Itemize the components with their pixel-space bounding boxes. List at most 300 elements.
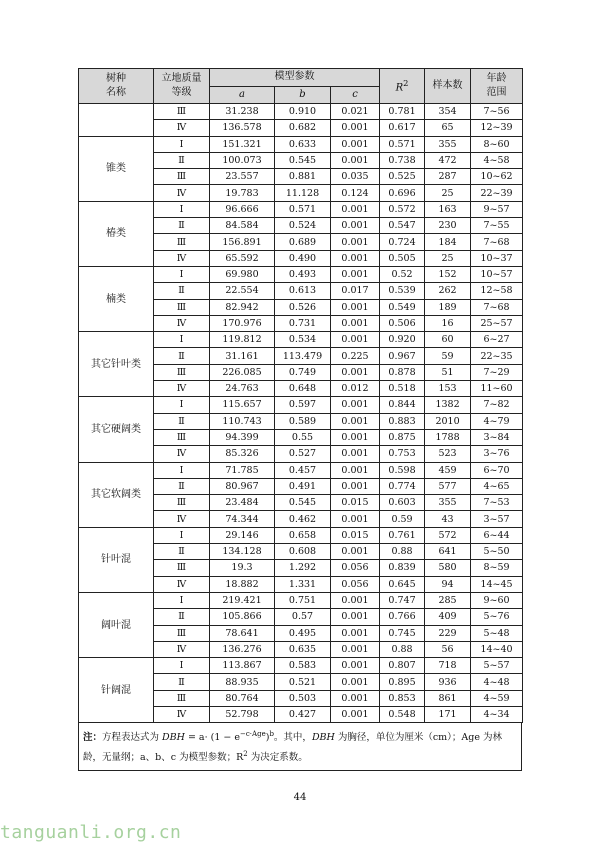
samples-cell: 577 — [425, 478, 471, 494]
r2-cell: 0.696 — [380, 185, 425, 201]
param-a-cell: 78.641 — [210, 625, 275, 641]
param-c-cell: 0.001 — [331, 429, 380, 445]
species-name-cell: 锥类 — [79, 136, 154, 201]
note-r2-sup: 2 — [243, 750, 248, 759]
grade-cell: Ⅲ — [154, 560, 210, 576]
param-c-cell: 0.225 — [331, 348, 380, 364]
grade-cell: Ⅲ — [154, 625, 210, 641]
param-a-cell: 23.484 — [210, 495, 275, 511]
param-a-cell: 110.743 — [210, 413, 275, 429]
param-a-cell: 219.421 — [210, 592, 275, 608]
r2-cell: 0.781 — [380, 104, 425, 120]
samples-cell: 16 — [425, 315, 471, 331]
grade-cell: Ⅲ — [154, 299, 210, 315]
param-b-cell: 0.495 — [275, 625, 331, 641]
param-b-cell: 0.427 — [275, 706, 331, 722]
age-range-cell: 7~55 — [471, 218, 523, 234]
param-c-cell: 0.001 — [331, 625, 380, 641]
grade-cell: Ⅰ — [154, 462, 210, 478]
r2-cell: 0.895 — [380, 674, 425, 690]
samples-cell: 472 — [425, 152, 471, 168]
param-c-cell: 0.001 — [331, 690, 380, 706]
param-a-cell: 82.942 — [210, 299, 275, 315]
param-b-cell: 0.457 — [275, 462, 331, 478]
param-b-cell: 11.128 — [275, 185, 331, 201]
table-row — [79, 397, 523, 413]
age-range-cell: 10~57 — [471, 266, 523, 282]
param-a-cell: 19.783 — [210, 185, 275, 201]
param-b-cell: 0.608 — [275, 544, 331, 560]
species-name-cell: 阔叶混 — [79, 592, 154, 657]
age-range-cell: 12~39 — [471, 120, 523, 136]
r2-cell: 0.88 — [380, 544, 425, 560]
age-range-cell: 3~57 — [471, 511, 523, 527]
param-c-cell: 0.001 — [331, 706, 380, 722]
param-b-cell: 0.633 — [275, 136, 331, 152]
page-number: 44 — [293, 792, 307, 803]
note-exponent: −c·Age — [240, 730, 266, 739]
param-c-cell: 0.015 — [331, 495, 380, 511]
grade-cell: Ⅰ — [154, 136, 210, 152]
table-row — [79, 266, 523, 282]
note-text-4: 。其中， — [273, 732, 312, 744]
grade-cell: Ⅱ — [154, 152, 210, 168]
header-grade — [154, 69, 210, 104]
note-text-2: = a· (1 − e — [184, 732, 241, 744]
param-c-cell: 0.001 — [331, 152, 380, 168]
r2-cell: 0.753 — [380, 446, 425, 462]
grade-cell: Ⅳ — [154, 120, 210, 136]
grade-cell: Ⅱ — [154, 348, 210, 364]
age-range-cell: 9~57 — [471, 201, 523, 217]
samples-cell: 354 — [425, 104, 471, 120]
header-c: c — [331, 86, 380, 103]
r2-cell: 0.506 — [380, 315, 425, 331]
age-range-cell: 5~76 — [471, 609, 523, 625]
table-row — [79, 592, 523, 608]
age-range-cell: 5~48 — [471, 625, 523, 641]
grade-cell: Ⅰ — [154, 332, 210, 348]
r2-cell: 0.745 — [380, 625, 425, 641]
param-b-cell: 0.462 — [275, 511, 331, 527]
param-c-cell: 0.012 — [331, 381, 380, 397]
age-range-cell: 10~37 — [471, 250, 523, 266]
age-range-cell: 5~50 — [471, 544, 523, 560]
samples-cell: 355 — [425, 495, 471, 511]
param-b-cell: 0.689 — [275, 234, 331, 250]
samples-cell: 523 — [425, 446, 471, 462]
param-a-cell: 136.276 — [210, 641, 275, 657]
samples-cell: 25 — [425, 250, 471, 266]
header-r2-sup: 2 — [403, 78, 409, 89]
param-b-cell: 0.881 — [275, 169, 331, 185]
param-c-cell: 0.056 — [331, 576, 380, 592]
param-c-cell: 0.015 — [331, 527, 380, 543]
param-a-cell: 151.321 — [210, 136, 275, 152]
param-b-cell: 0.597 — [275, 397, 331, 413]
age-range-cell: 8~59 — [471, 560, 523, 576]
note-exp-b: b — [269, 730, 274, 739]
param-b-cell: 0.491 — [275, 478, 331, 494]
grade-cell: Ⅳ — [154, 641, 210, 657]
age-range-cell: 7~29 — [471, 364, 523, 380]
grade-cell: Ⅲ — [154, 364, 210, 380]
table-note — [78, 723, 522, 770]
r2-cell: 0.505 — [380, 250, 425, 266]
samples-cell: 229 — [425, 625, 471, 641]
param-c-cell: 0.021 — [331, 104, 380, 120]
r2-cell: 0.518 — [380, 381, 425, 397]
age-range-cell: 4~58 — [471, 152, 523, 168]
param-a-cell: 100.073 — [210, 152, 275, 168]
param-c-cell: 0.001 — [331, 658, 380, 674]
r2-cell: 0.761 — [380, 527, 425, 543]
param-c-cell: 0.001 — [331, 609, 380, 625]
samples-cell: 230 — [425, 218, 471, 234]
param-a-cell: 65.592 — [210, 250, 275, 266]
grade-cell: Ⅱ — [154, 478, 210, 494]
samples-cell: 641 — [425, 544, 471, 560]
param-a-cell: 69.980 — [210, 266, 275, 282]
grade-cell: Ⅳ — [154, 511, 210, 527]
table-row — [79, 658, 523, 674]
samples-cell: 287 — [425, 169, 471, 185]
param-a-cell: 94.399 — [210, 429, 275, 445]
param-a-cell: 31.238 — [210, 104, 275, 120]
samples-cell: 409 — [425, 609, 471, 625]
r2-cell: 0.883 — [380, 413, 425, 429]
param-a-cell: 170.976 — [210, 315, 275, 331]
age-range-cell: 7~82 — [471, 397, 523, 413]
param-a-cell: 80.764 — [210, 690, 275, 706]
param-a-cell: 74.344 — [210, 511, 275, 527]
param-b-cell: 0.751 — [275, 592, 331, 608]
param-c-cell: 0.035 — [331, 169, 380, 185]
grade-cell: Ⅰ — [154, 592, 210, 608]
species-name-cell: 楠类 — [79, 266, 154, 331]
samples-cell: 152 — [425, 266, 471, 282]
r2-cell: 0.807 — [380, 658, 425, 674]
param-c-cell: 0.001 — [331, 136, 380, 152]
grade-cell: Ⅰ — [154, 201, 210, 217]
r2-cell: 0.839 — [380, 560, 425, 576]
header-a: a — [210, 86, 275, 103]
param-b-cell: 0.503 — [275, 690, 331, 706]
grade-cell: Ⅳ — [154, 446, 210, 462]
r2-cell: 0.738 — [380, 152, 425, 168]
param-c-cell: 0.001 — [331, 641, 380, 657]
param-b-cell: 0.648 — [275, 381, 331, 397]
samples-cell: 861 — [425, 690, 471, 706]
header-b: b — [275, 86, 331, 103]
r2-cell: 0.52 — [380, 266, 425, 282]
r2-cell: 0.548 — [380, 706, 425, 722]
age-range-cell: 14~40 — [471, 641, 523, 657]
r2-cell: 0.617 — [380, 120, 425, 136]
note-text-3: ) — [265, 732, 270, 744]
age-range-cell: 4~79 — [471, 413, 523, 429]
param-c-cell: 0.001 — [331, 446, 380, 462]
param-a-cell: 31.161 — [210, 348, 275, 364]
age-range-cell: 11~60 — [471, 381, 523, 397]
r2-cell: 0.549 — [380, 299, 425, 315]
r2-cell: 0.603 — [380, 495, 425, 511]
species-name-cell: 其它针叶类 — [79, 332, 154, 397]
note-text-6: 为决定系数。 — [247, 752, 308, 764]
age-range-cell: 7~56 — [471, 104, 523, 120]
r2-cell: 0.844 — [380, 397, 425, 413]
grade-cell: Ⅱ — [154, 544, 210, 560]
grade-cell: Ⅳ — [154, 315, 210, 331]
param-c-cell: 0.001 — [331, 478, 380, 494]
age-range-cell: 25~57 — [471, 315, 523, 331]
param-a-cell: 105.866 — [210, 609, 275, 625]
grade-cell: Ⅳ — [154, 185, 210, 201]
header-grade-text: 立地质量 等级 — [161, 73, 202, 98]
param-a-cell: 115.657 — [210, 397, 275, 413]
param-c-cell: 0.017 — [331, 283, 380, 299]
r2-cell: 0.967 — [380, 348, 425, 364]
r2-cell: 0.853 — [380, 690, 425, 706]
age-range-cell: 5~57 — [471, 658, 523, 674]
samples-cell: 262 — [425, 283, 471, 299]
table-row — [79, 136, 523, 152]
r2-cell: 0.724 — [380, 234, 425, 250]
header-species — [79, 69, 154, 104]
age-range-cell: 6~27 — [471, 332, 523, 348]
param-a-cell: 136.578 — [210, 120, 275, 136]
param-c-cell: 0.001 — [331, 397, 380, 413]
param-b-cell: 0.534 — [275, 332, 331, 348]
r2-cell: 0.598 — [380, 462, 425, 478]
age-range-cell: 3~84 — [471, 429, 523, 445]
param-a-cell: 23.557 — [210, 169, 275, 185]
samples-cell: 572 — [425, 527, 471, 543]
grade-cell: Ⅱ — [154, 609, 210, 625]
grade-cell: Ⅳ — [154, 706, 210, 722]
param-b-cell: 0.521 — [275, 674, 331, 690]
param-c-cell: 0.001 — [331, 413, 380, 429]
param-b-cell: 0.583 — [275, 658, 331, 674]
param-a-cell: 85.326 — [210, 446, 275, 462]
age-range-cell: 4~48 — [471, 674, 523, 690]
samples-cell: 936 — [425, 674, 471, 690]
species-name-cell — [79, 104, 154, 137]
header-age — [471, 69, 523, 104]
param-a-cell: 71.785 — [210, 462, 275, 478]
samples-cell: 25 — [425, 185, 471, 201]
r2-cell: 0.525 — [380, 169, 425, 185]
note-text-1: 方程表达式为 — [102, 732, 163, 744]
param-a-cell: 19.3 — [210, 560, 275, 576]
age-range-cell: 4~65 — [471, 478, 523, 494]
model-parameter-table — [78, 68, 523, 723]
param-b-cell: 1.292 — [275, 560, 331, 576]
param-a-cell: 226.085 — [210, 364, 275, 380]
param-c-cell: 0.001 — [331, 462, 380, 478]
param-c-cell: 0.001 — [331, 120, 380, 136]
table-row — [79, 462, 523, 478]
note-formula: DBH — [162, 732, 185, 744]
param-c-cell: 0.001 — [331, 266, 380, 282]
age-range-cell: 9~60 — [471, 592, 523, 608]
watermark: tanguanli.org.cn — [0, 822, 182, 843]
samples-cell: 1382 — [425, 397, 471, 413]
samples-cell: 718 — [425, 658, 471, 674]
grade-cell: Ⅱ — [154, 283, 210, 299]
grade-cell: Ⅰ — [154, 527, 210, 543]
r2-cell: 0.88 — [380, 641, 425, 657]
header-age-text: 年龄 范围 — [486, 73, 507, 98]
param-c-cell: 0.001 — [331, 364, 380, 380]
param-b-cell: 0.493 — [275, 266, 331, 282]
r2-cell: 0.875 — [380, 429, 425, 445]
samples-cell: 56 — [425, 641, 471, 657]
grade-cell: Ⅳ — [154, 381, 210, 397]
grade-cell: Ⅲ — [154, 104, 210, 120]
samples-cell: 184 — [425, 234, 471, 250]
r2-cell: 0.878 — [380, 364, 425, 380]
param-c-cell: 0.001 — [331, 315, 380, 331]
species-name-cell: 其它硬阔类 — [79, 397, 154, 462]
samples-cell: 43 — [425, 511, 471, 527]
param-b-cell: 113.479 — [275, 348, 331, 364]
param-b-cell: 0.545 — [275, 152, 331, 168]
param-c-cell: 0.001 — [331, 544, 380, 560]
r2-cell: 0.766 — [380, 609, 425, 625]
age-range-cell: 14~45 — [471, 576, 523, 592]
r2-cell: 0.774 — [380, 478, 425, 494]
header-r2 — [380, 69, 425, 104]
param-a-cell: 22.554 — [210, 283, 275, 299]
param-b-cell: 0.635 — [275, 641, 331, 657]
r2-cell: 0.747 — [380, 592, 425, 608]
age-range-cell: 7~68 — [471, 234, 523, 250]
param-c-cell: 0.001 — [331, 250, 380, 266]
age-range-cell: 22~35 — [471, 348, 523, 364]
param-c-cell: 0.001 — [331, 234, 380, 250]
grade-cell: Ⅰ — [154, 266, 210, 282]
param-b-cell: 1.331 — [275, 576, 331, 592]
table-row — [79, 527, 523, 543]
param-a-cell: 52.798 — [210, 706, 275, 722]
grade-cell: Ⅲ — [154, 495, 210, 511]
header-species-text: 树种 名称 — [106, 73, 126, 98]
param-a-cell: 80.967 — [210, 478, 275, 494]
param-a-cell: 18.882 — [210, 576, 275, 592]
samples-cell: 189 — [425, 299, 471, 315]
note-text-5: 为胸径，单位为厘米（cm）；Age 为林龄，无量纲；a、b、c 为模型参数；R — [83, 732, 503, 764]
grade-cell: Ⅲ — [154, 234, 210, 250]
param-c-cell: 0.056 — [331, 560, 380, 576]
param-b-cell: 0.571 — [275, 201, 331, 217]
samples-cell: 1788 — [425, 429, 471, 445]
param-b-cell: 0.613 — [275, 283, 331, 299]
r2-cell: 0.920 — [380, 332, 425, 348]
param-b-cell: 0.731 — [275, 315, 331, 331]
param-a-cell: 113.867 — [210, 658, 275, 674]
age-range-cell: 7~53 — [471, 495, 523, 511]
param-c-cell: 0.001 — [331, 299, 380, 315]
r2-cell: 0.539 — [380, 283, 425, 299]
samples-cell: 163 — [425, 201, 471, 217]
param-a-cell: 29.146 — [210, 527, 275, 543]
note-label: 注： — [83, 732, 103, 744]
param-b-cell: 0.526 — [275, 299, 331, 315]
grade-cell: Ⅲ — [154, 169, 210, 185]
age-range-cell: 4~59 — [471, 690, 523, 706]
param-a-cell: 119.812 — [210, 332, 275, 348]
param-c-cell: 0.001 — [331, 674, 380, 690]
samples-cell: 355 — [425, 136, 471, 152]
samples-cell: 459 — [425, 462, 471, 478]
samples-cell: 285 — [425, 592, 471, 608]
r2-cell: 0.547 — [380, 218, 425, 234]
header-params: 模型参数 — [210, 69, 380, 87]
param-c-cell: 0.001 — [331, 592, 380, 608]
r2-cell: 0.571 — [380, 136, 425, 152]
grade-cell: Ⅰ — [154, 397, 210, 413]
species-name-cell: 针阔混 — [79, 658, 154, 723]
header-r2-letter: R — [395, 82, 404, 94]
r2-cell: 0.645 — [380, 576, 425, 592]
age-range-cell: 6~44 — [471, 527, 523, 543]
table-body — [79, 104, 523, 723]
r2-cell: 0.572 — [380, 201, 425, 217]
table-row — [79, 332, 523, 348]
param-b-cell: 0.749 — [275, 364, 331, 380]
species-name-cell: 针叶混 — [79, 527, 154, 592]
param-c-cell: 0.001 — [331, 218, 380, 234]
grade-cell: Ⅱ — [154, 674, 210, 690]
samples-cell: 171 — [425, 706, 471, 722]
param-a-cell: 134.128 — [210, 544, 275, 560]
species-name-cell: 其它软阔类 — [79, 462, 154, 527]
header-samples: 样本数 — [425, 69, 471, 104]
param-c-cell: 0.001 — [331, 201, 380, 217]
grade-cell: Ⅲ — [154, 429, 210, 445]
age-range-cell: 3~76 — [471, 446, 523, 462]
grade-cell: Ⅳ — [154, 576, 210, 592]
age-range-cell: 7~68 — [471, 299, 523, 315]
samples-cell: 94 — [425, 576, 471, 592]
param-a-cell: 156.891 — [210, 234, 275, 250]
param-c-cell: 0.001 — [331, 332, 380, 348]
param-c-cell: 0.001 — [331, 511, 380, 527]
samples-cell: 153 — [425, 381, 471, 397]
param-b-cell: 0.57 — [275, 609, 331, 625]
table-container — [78, 68, 522, 771]
param-a-cell: 84.584 — [210, 218, 275, 234]
grade-cell: Ⅱ — [154, 413, 210, 429]
param-b-cell: 0.55 — [275, 429, 331, 445]
param-b-cell: 0.589 — [275, 413, 331, 429]
param-b-cell: 0.910 — [275, 104, 331, 120]
samples-cell: 65 — [425, 120, 471, 136]
age-range-cell: 8~60 — [471, 136, 523, 152]
table-row — [79, 104, 523, 120]
samples-cell: 2010 — [425, 413, 471, 429]
param-b-cell: 0.527 — [275, 446, 331, 462]
r2-cell: 0.59 — [380, 511, 425, 527]
param-a-cell: 88.935 — [210, 674, 275, 690]
param-a-cell: 24.763 — [210, 381, 275, 397]
param-b-cell: 0.545 — [275, 495, 331, 511]
species-name-cell: 椿类 — [79, 201, 154, 266]
grade-cell: Ⅰ — [154, 658, 210, 674]
grade-cell: Ⅱ — [154, 218, 210, 234]
table-row — [79, 201, 523, 217]
